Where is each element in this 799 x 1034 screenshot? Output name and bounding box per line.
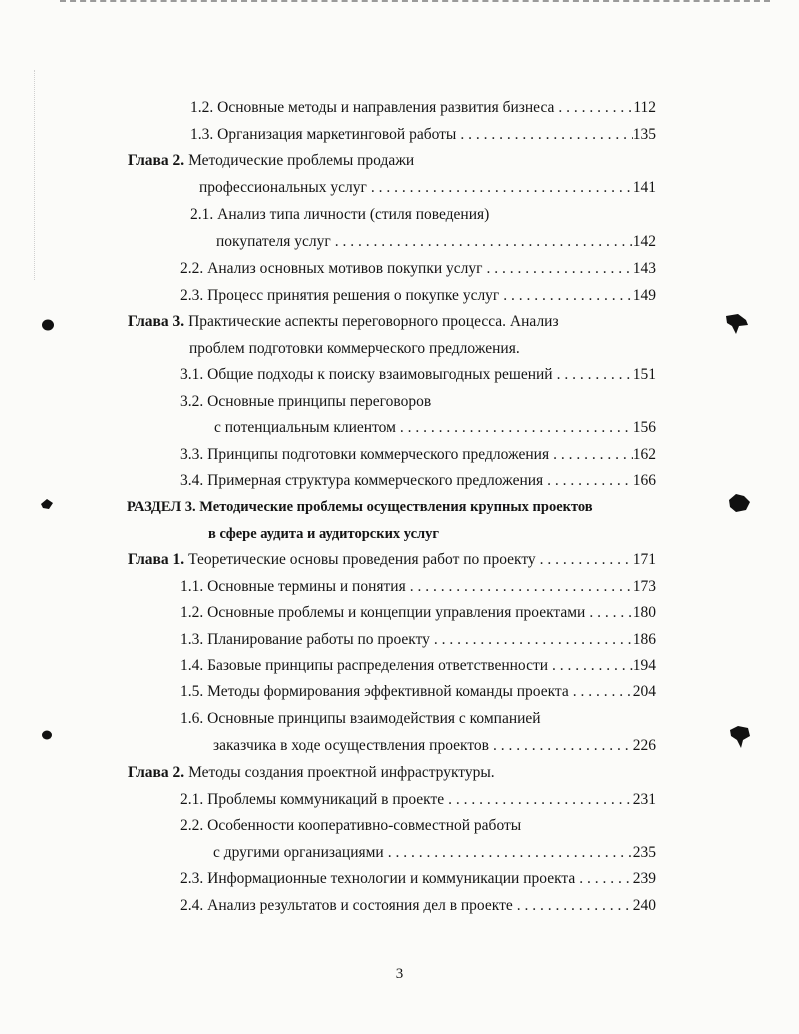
toc-chapter-heading xyxy=(128,310,656,334)
toc-entry xyxy=(199,176,656,200)
toc-entry-page: 240 xyxy=(632,897,656,914)
toc-chapter-heading xyxy=(128,548,656,572)
toc-entry xyxy=(214,416,656,440)
toc-entry xyxy=(180,680,656,704)
ink-blot-artifact xyxy=(40,729,54,741)
toc-entry-page: 142 xyxy=(632,233,656,250)
toc-entry-page: 204 xyxy=(632,683,656,700)
toc-entry-title: 1.3. Организация маркетинговой работы xyxy=(190,126,457,143)
leader-dots xyxy=(456,123,632,147)
toc-entry-title: заказчика в ходе осуществления проектов xyxy=(213,737,489,754)
toc-entry-page: 171 xyxy=(632,551,656,568)
toc-entry xyxy=(180,601,656,625)
leader-dots xyxy=(331,230,633,254)
toc-entry xyxy=(180,867,656,891)
toc-entry-page: 156 xyxy=(632,419,656,436)
toc-entry-title: 1.1. Основные термины и понятия xyxy=(180,578,406,595)
leader-dots xyxy=(489,734,633,758)
toc-entry xyxy=(180,363,656,387)
toc-entry-title: покупателя услуг xyxy=(216,233,331,250)
toc-entry-title: в сфере аудита и аудиторских услуг xyxy=(208,526,440,542)
toc-chapter-heading xyxy=(128,761,656,785)
toc-entry-title: Глава 2. Методические проблемы продажи xyxy=(128,152,415,169)
toc-entry xyxy=(190,96,656,120)
toc-entry-title: Глава 2. Методы создания проектной инфраструктуры. xyxy=(128,764,495,781)
toc-entry-title: 2.2. Особенности кооперативно-совместной работы xyxy=(180,817,522,834)
chapter-label: Глава 1. xyxy=(128,551,185,568)
toc-entry xyxy=(189,337,656,361)
toc-entry-title: 1.2. Основные методы и направления развития бизнеса xyxy=(190,99,555,116)
toc-entry xyxy=(190,203,656,227)
toc-entry xyxy=(190,123,656,147)
toc-entry-page: 151 xyxy=(632,366,656,383)
toc-entry xyxy=(180,788,656,812)
toc-entry xyxy=(180,284,656,308)
toc-entry-title: проблем подготовки коммерческого предложения. xyxy=(189,340,520,357)
toc-entry xyxy=(180,443,656,467)
chapter-label: Глава 2. xyxy=(128,152,185,169)
toc-entry-page: 112 xyxy=(633,99,656,116)
toc-entry-title: РАЗДЕЛ 3. Методические проблемы осуществления крупных проектов xyxy=(127,499,593,515)
toc-entry xyxy=(180,390,656,414)
toc-entry-page: 194 xyxy=(632,657,656,674)
toc-section-heading xyxy=(127,495,656,519)
toc-entry-page: 149 xyxy=(632,287,656,304)
toc-entry xyxy=(180,628,656,652)
ink-blot-artifact xyxy=(724,312,750,336)
toc-entry-page: 166 xyxy=(632,472,656,489)
toc-entry-title: Глава 3. Практические аспекты переговорного процесса. Анализ xyxy=(128,313,559,330)
leader-dots xyxy=(513,894,633,918)
toc-entry-title: 1.5. Методы формирования эффективной команды проекта xyxy=(180,683,569,700)
ink-blot-artifact xyxy=(728,724,752,750)
toc-entry-title: 2.3. Процесс принятия решения о покупке услуг xyxy=(180,287,500,304)
toc-entry-page: 135 xyxy=(632,126,656,143)
chapter-label: Глава 2. xyxy=(128,764,185,781)
toc-entry-title: 3.3. Принципы подготовки коммерческого предложения xyxy=(180,446,550,463)
toc-entry-title: Глава 1. Теоретические основы проведения работ по проекту xyxy=(128,551,536,568)
toc-entry xyxy=(180,814,656,838)
toc-entry-page: 226 xyxy=(632,737,656,754)
toc-entry xyxy=(180,575,656,599)
leader-dots xyxy=(536,548,633,572)
toc-entry-title: 1.4. Базовые принципы распределения ответственности xyxy=(180,657,549,674)
toc-entry-title: 2.1. Проблемы коммуникаций в проекте xyxy=(180,791,445,808)
chapter-label: Глава 3. xyxy=(128,313,185,330)
leader-dots xyxy=(543,469,633,493)
toc-entry-title: 2.2. Анализ основных мотивов покупки услуг xyxy=(180,260,483,277)
leader-dots xyxy=(554,96,633,120)
toc-entry-title: с потенциальным клиентом xyxy=(214,419,396,436)
leader-dots xyxy=(585,601,632,625)
leader-dots xyxy=(430,628,633,652)
toc-entry-page: 239 xyxy=(632,870,656,887)
page-number: 3 xyxy=(395,966,404,982)
toc-entry-page: 141 xyxy=(632,179,656,196)
ink-blot-artifact xyxy=(40,498,54,510)
leader-dots xyxy=(499,284,632,308)
toc-entry-title: 2.1. Анализ типа личности (стиля поведения) xyxy=(190,206,490,223)
toc-entry xyxy=(213,841,656,865)
toc-entry-page: 143 xyxy=(632,260,656,277)
toc-entry xyxy=(180,707,656,731)
toc-entry-title: 3.4. Примерная структура коммерческого предложения xyxy=(180,472,544,489)
toc-entry-page: 162 xyxy=(632,446,656,463)
toc-entry xyxy=(180,654,656,678)
toc-entry-title: с другими организациями xyxy=(213,844,384,861)
leader-dots xyxy=(384,841,633,865)
toc-entry-title: 2.3. Информационные технологии и коммуникации проекта xyxy=(180,870,576,887)
ink-blot-artifact xyxy=(40,318,56,332)
toc-chapter-heading xyxy=(128,149,656,173)
toc-entry-page: 235 xyxy=(632,844,656,861)
toc-section-heading xyxy=(208,522,656,546)
toc-entry-title: 1.3. Планирование работы по проекту xyxy=(180,631,430,648)
leader-dots xyxy=(367,176,633,200)
toc-entry-page: 180 xyxy=(632,604,656,621)
leader-dots xyxy=(548,654,633,678)
leader-dots xyxy=(569,680,633,704)
toc-entry-title: 1.6. Основные принципы взаимодействия с компанией xyxy=(180,710,541,727)
ink-blot-artifact xyxy=(726,492,752,514)
toc-entry-page: 231 xyxy=(632,791,656,808)
toc-entry xyxy=(180,257,656,281)
toc-entry-title: 3.1. Общие подходы к поиску взаимовыгодных решений xyxy=(180,366,553,383)
toc-entry-title: 2.4. Анализ результатов и состояния дел в проекте xyxy=(180,897,513,914)
leader-dots xyxy=(549,443,633,467)
toc-entry xyxy=(180,469,656,493)
leader-dots xyxy=(396,416,633,440)
toc-entry-title: 1.2. Основные проблемы и концепции управления проектами xyxy=(180,604,586,621)
toc-entry-title: 3.2. Основные принципы переговоров xyxy=(180,393,432,410)
leader-dots xyxy=(444,788,633,812)
toc-entry xyxy=(216,230,656,254)
toc-entry-page: 186 xyxy=(632,631,656,648)
leader-dots xyxy=(483,257,633,281)
toc-entry-page: 173 xyxy=(632,578,656,595)
toc-entry xyxy=(213,734,656,758)
toc-entry xyxy=(180,894,656,918)
leader-dots xyxy=(575,867,633,891)
leader-dots xyxy=(553,363,633,387)
leader-dots xyxy=(406,575,633,599)
toc-entry-title: профессиональных услуг xyxy=(199,179,367,196)
